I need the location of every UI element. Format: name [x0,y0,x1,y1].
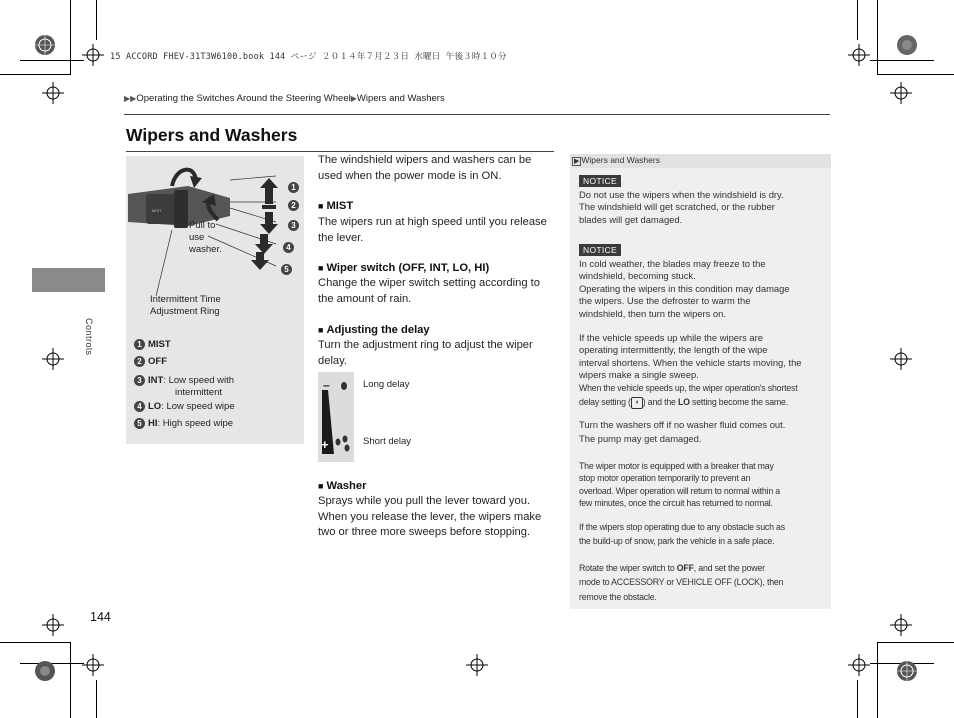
delay-plus-icon: + [321,437,329,452]
rotate-off-note: Rotate the wiper switch to OFF, and set the power mode to ACCESSORY or VEHICLE OFF (LOCK), then remove the obstacle. [579,563,784,602]
wiper-switch-text: Change the wiper switch setting according to the amount of rain. [318,277,541,305]
short-delay-symbol-icon: ◖ [631,397,643,409]
callout-2: 2 [288,200,299,211]
legend-item-int-cont: intermittent [175,387,222,398]
header-divider [124,114,830,115]
crop-mark [96,680,97,718]
crosshair-icon [42,614,64,636]
adjusting-text: Turn the adjustment ring to adjust the wiper delay. [318,339,533,367]
breadcrumb-arrow-icon: ▶▶ [124,94,137,103]
crop-mark [0,642,70,643]
obstacle-note: If the wipers stop operating due to any obstacle such as the build-up of snow, park the vehicle in a safe place. [579,522,785,547]
breadcrumb-page: Wipers and Washers [356,93,445,104]
callout-1: 1 [288,182,299,193]
chapter-label: Controls [84,318,94,356]
crosshair-icon [82,44,104,66]
crop-mark [20,60,84,61]
page-number: 144 [90,610,111,624]
short-delay-label: Short delay [363,436,412,447]
long-delay-label: Long delay [363,379,410,390]
legend-item-mist: 1 MIST [134,339,171,351]
page-title: Wipers and Washers [126,125,298,145]
crop-mark [857,680,858,718]
adjusting-heading: ■ Adjusting the delay [318,324,430,336]
sidebar-title: ▶ Wipers and Washers [574,155,660,165]
legend-item-int: 3 INT: Low speed with [134,375,234,387]
crop-mark [877,642,878,718]
legend-item-hi: 5 HI: High speed wipe [134,418,233,430]
crosshair-icon [42,348,64,370]
crop-mark [857,0,858,40]
notice-badge: NOTICE [579,175,621,187]
intro-text: The windshield wipers and washers can be used when the power mode is in ON. [318,154,532,182]
washer-heading: ■ Washer [318,480,367,492]
mist-text: The wipers run at high speed until you release the lever. [318,216,547,244]
breadcrumb [124,93,445,104]
crop-mark [70,642,71,718]
callout-5: 5 [281,264,292,275]
crosshair-icon [82,654,104,676]
registration-disc-icon [34,660,56,682]
title-divider [126,151,554,152]
wiper-switch-heading: ■ Wiper switch (OFF, INT, LO, HI) [318,262,490,274]
crop-mark [70,0,71,75]
mist-heading: ■ MIST [318,200,354,212]
crop-mark [870,60,934,61]
svg-text:MIST: MIST [152,208,162,213]
legend-item-lo: 4 LO: Low speed wipe [134,401,235,413]
breadcrumb-arrow-icon: ▶ [350,94,357,103]
crop-mark [877,74,954,75]
crosshair-icon [890,82,912,104]
pull-label: Pull to use washer. [189,220,222,255]
crosshair-icon [466,654,488,676]
breadcrumb-section-link[interactable]: Operating the Switches Around the Steering Wheel [136,93,351,104]
crop-mark [0,74,70,75]
breaker-note: The wiper motor is equipped with a breaker that may stop motor operation temporarily to prevent an overload. Wiper operation will return to normal within a few minutes, once the circuit has returned to normal. [579,461,780,509]
crop-mark [877,0,878,75]
crop-mark [96,0,97,40]
washer-fluid-note: Turn the washers off if no washer fluid comes out. The pump may get damaged. [579,419,786,445]
crop-mark [877,642,954,643]
speed-note-text: If the vehicle speeds up while the wipers are operating intermittently, the length of the wipe interval shortens. When the vehicle starts moving, the wipers make a single sweep. When the vehicle speeds up, the wiper operation's shortest delay setting ( ◖ ) and the LO setting become the same. [579,332,802,408]
registration-disc-icon [896,34,918,56]
crosshair-icon [848,654,870,676]
callout-3: 3 [288,220,299,231]
reference-arrow-icon: ▶ [574,158,580,165]
notice-1-text: Do not use the wipers when the windshield is dry. The windshield will get scratched, or the rubber blades will get damaged. [579,189,784,225]
crosshair-icon [848,44,870,66]
notice-badge: NOTICE [579,244,621,256]
chapter-tab [32,268,105,292]
print-header: 15 ACCORD FHEV-31T3W6100.book 144 ページ ２０１４年７月２３日 水曜日 午後３時１０分 [110,52,507,62]
washer-text: Sprays while you pull the lever toward you. When you release the lever, the wipers make two or three more sweeps before stopping. [318,495,542,538]
registration-disc-icon [896,660,918,682]
callout-4: 4 [283,242,294,253]
crosshair-icon [42,82,64,104]
delay-minus-icon: – [323,378,330,392]
crosshair-icon [890,614,912,636]
ring-label: Intermittent Time Adjustment Ring [150,294,221,317]
legend-item-off: 2 OFF [134,356,167,368]
notice-2-text: In cold weather, the blades may freeze to the windshield, becoming stuck. Operating the wipers in this condition may damage the wipers. Use the defroster to warm the windshield, then turn the wipers on. [579,258,790,319]
registration-disc-icon [34,34,56,56]
crosshair-icon [890,348,912,370]
